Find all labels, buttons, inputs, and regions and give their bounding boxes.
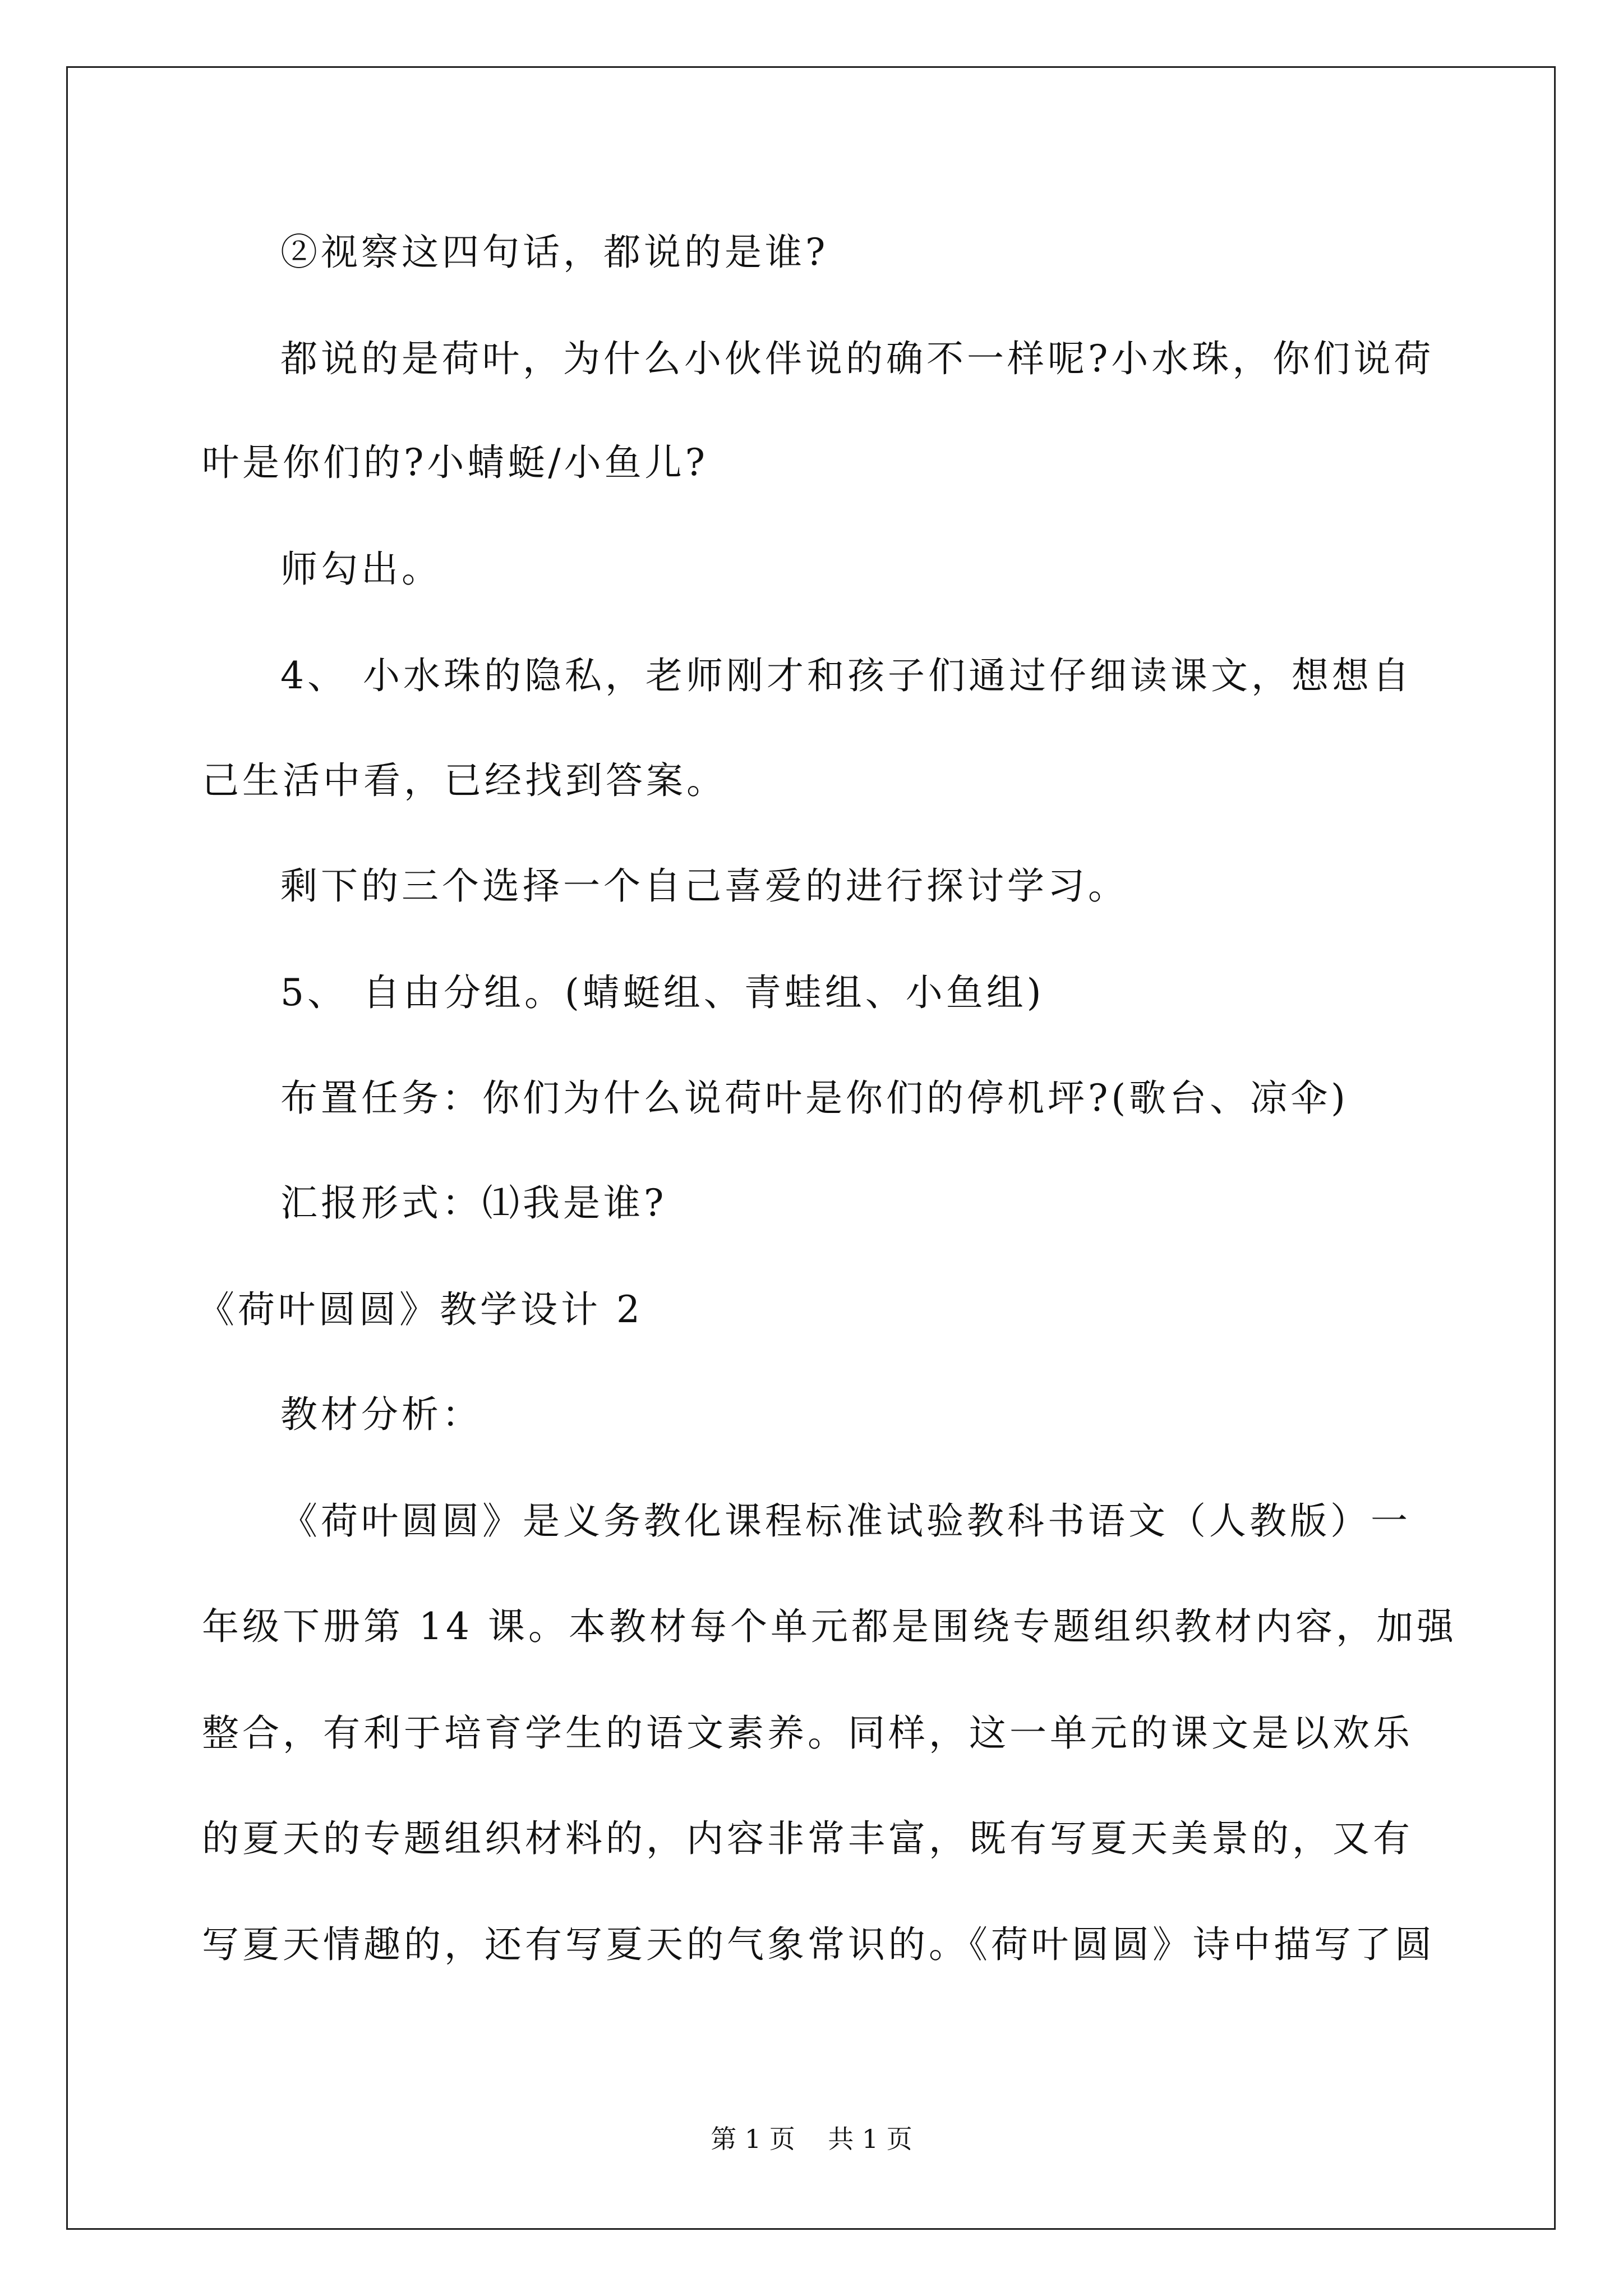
page-border xyxy=(66,66,1556,2230)
body-line: 师勾出。 xyxy=(280,547,442,591)
page-footer: 第 1 页 共 1 页 xyxy=(711,2124,912,2154)
body-line: ②视察这四句话，都说的是谁? xyxy=(280,231,829,274)
body-line: 《荷叶圆圆》是义务教化课程标准试验教科书语文（人教版）一 xyxy=(280,1499,1411,1543)
body-line: 5、 自由分组。(蜻蜓组、青蛙组、小鱼组) xyxy=(280,971,1045,1014)
body-line: 的夏天的专题组织材料的，内容非常丰富，既有写夏天美景的，又有 xyxy=(202,1817,1413,1860)
body-line: 汇报形式：⑴我是谁? xyxy=(280,1181,667,1225)
body-line: 教材分析： xyxy=(280,1393,482,1436)
body-line: 都说的是荷叶，为什么小伙伴说的确不一样呢?小水珠，你们说荷 xyxy=(280,337,1435,380)
body-line: 写夏天情趣的，还有写夏天的气象常识的。《荷叶圆圆》诗中描写了圆 xyxy=(202,1923,1435,1966)
body-line: 叶是你们的?小蜻蜓/小鱼儿? xyxy=(202,441,709,484)
body-line: 己生活中看，已经找到答案。 xyxy=(202,759,727,802)
body-line: 整合，有利于培育学生的语文素养。同样，这一单元的课文是以欢乐 xyxy=(202,1711,1413,1755)
body-line: 年级下册第 14 课。本教材每个单元都是围绕专题组织教材内容，加强 xyxy=(202,1605,1457,1648)
body-line: 剩下的三个选择一个自己喜爱的进行探讨学习。 xyxy=(280,864,1128,908)
body-line: 4、 小水珠的隐私，老师刚才和孩子们通过仔细读课文，想想自 xyxy=(280,654,1413,697)
body-line: 布置任务：你们为什么说荷叶是你们的停机坪?(歌台、凉伞) xyxy=(280,1076,1349,1120)
section-heading: 《荷叶圆圆》教学设计 2 xyxy=(197,1288,643,1331)
